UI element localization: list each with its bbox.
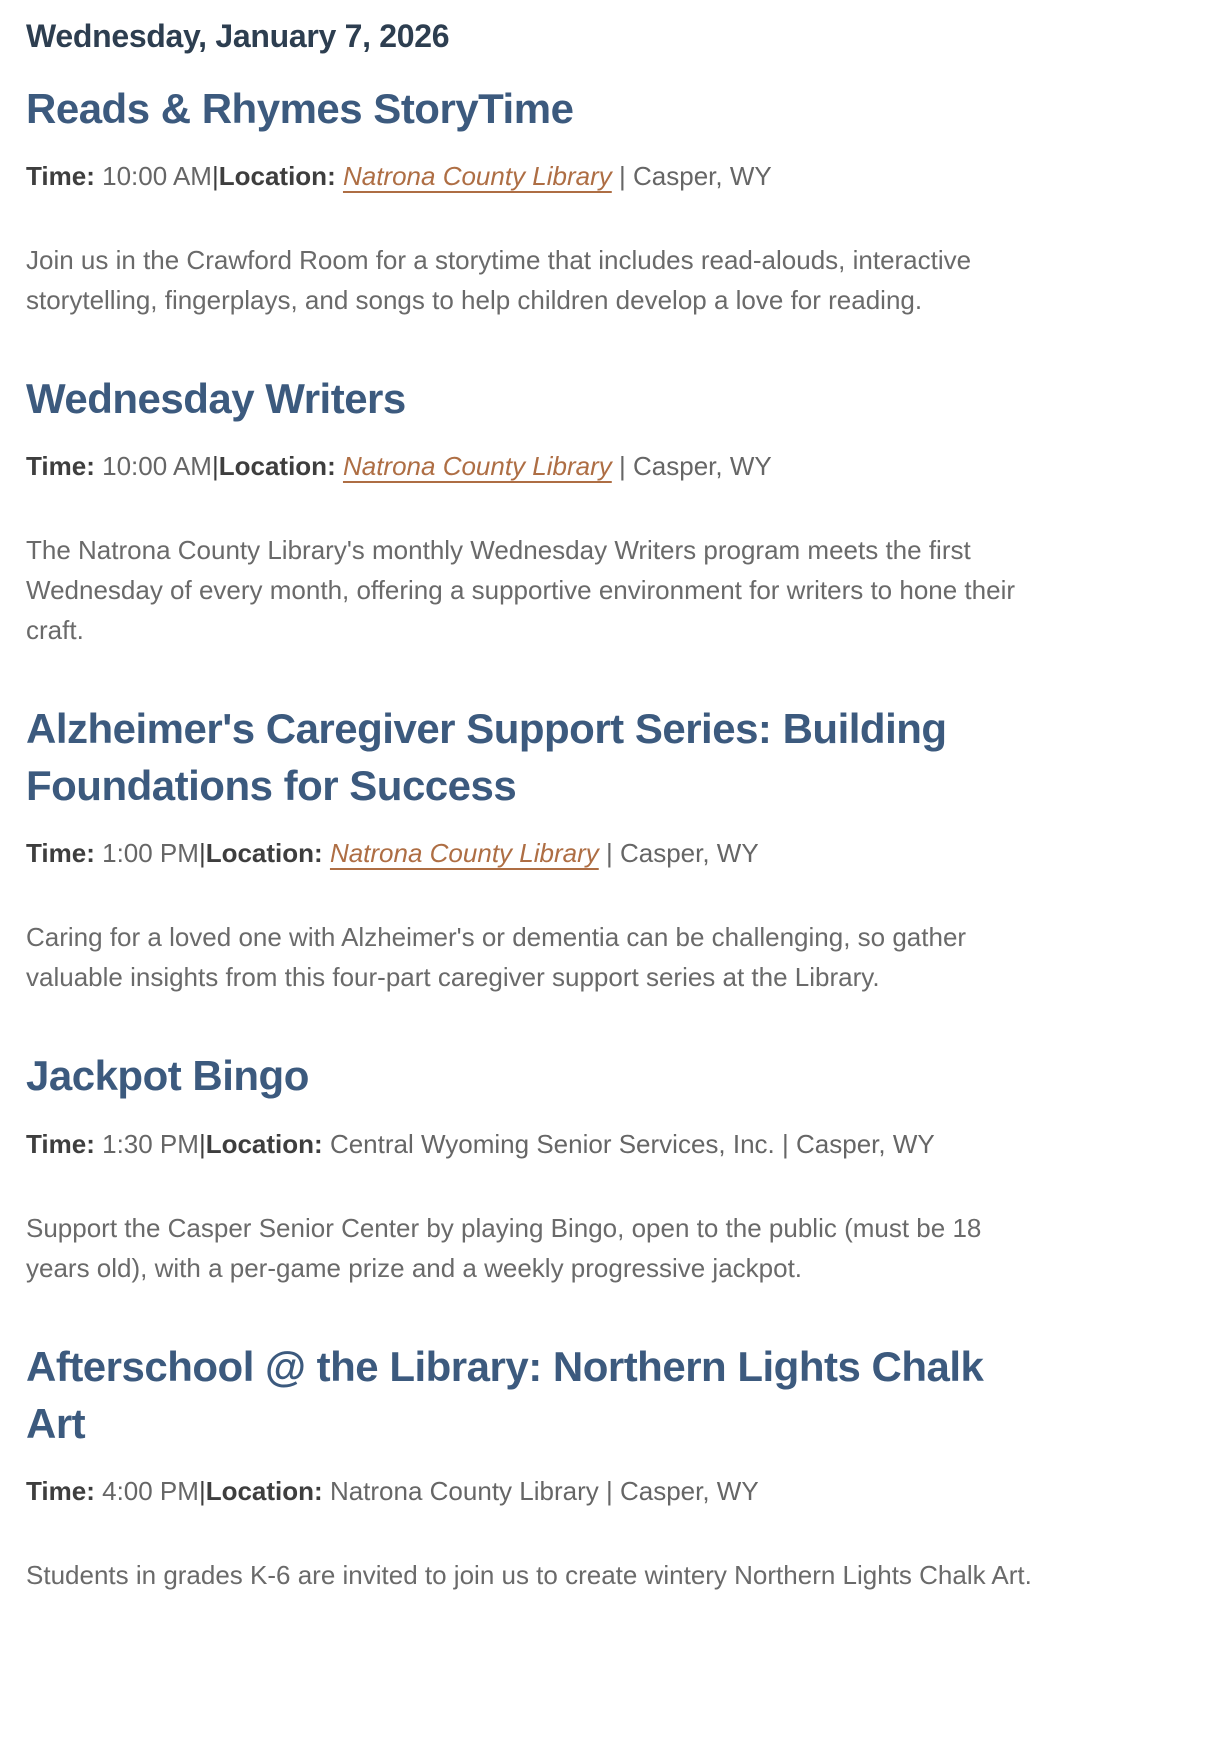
event-title: Reads & Rhymes StoryTime	[26, 85, 574, 132]
event-card	[26, 1047, 1041, 1287]
location-link[interactable]: Natrona County Library	[342, 451, 612, 482]
meta-separator: |	[198, 838, 206, 869]
event-meta	[26, 834, 1041, 873]
city-separator: |	[619, 451, 626, 482]
event-time-value: 10:00 AM	[102, 451, 212, 482]
event-card	[26, 370, 1041, 650]
event-meta	[26, 1125, 1041, 1164]
event-description: The Natrona County Library's monthly Wednesday Writers program meets the first Wednesday of every month, offering a supportive environment for writers to hone their craft.	[26, 535, 1016, 646]
event-city: Casper, WY	[619, 1475, 759, 1506]
event-time-value: 1:00 PM	[102, 838, 199, 869]
event-meta	[26, 1472, 1041, 1511]
location-label: Location:	[218, 161, 336, 192]
time-label: Time:	[26, 1128, 95, 1159]
city-separator: |	[605, 838, 613, 869]
event-description: Students in grades K-6 are invited to join us to create wintery Northern Lights Chalk Art.	[26, 1559, 1032, 1590]
event-card	[26, 80, 1041, 320]
event-description: Caring for a loved one with Alzheimer's or dementia can be challenging, so gather valuable insights from this four-part caregiver support series at the Library.	[26, 922, 967, 993]
city-separator: |	[782, 1128, 789, 1159]
event-title: Jackpot Bingo	[26, 1052, 309, 1100]
meta-separator: |	[198, 1475, 206, 1506]
meta-separator: |	[211, 451, 219, 482]
event-time-value: 1:30 PM	[102, 1128, 199, 1159]
location-link[interactable]: Natrona County Library	[342, 161, 612, 192]
location-text: Central Wyoming Senior Services, Inc.	[329, 1128, 775, 1159]
event-title: Afterschool @ the Library: Northern Lights Chalk Art	[26, 1342, 984, 1447]
event-card	[26, 700, 1041, 997]
event-time-value: 10:00 AM	[102, 161, 212, 192]
time-label: Time:	[26, 451, 95, 482]
date-heading: Wednesday, January 7, 2026	[26, 18, 450, 54]
city-separator: |	[619, 161, 626, 192]
location-label: Location:	[218, 451, 336, 482]
event-meta	[26, 447, 1041, 486]
city-separator: |	[605, 1475, 613, 1506]
event-title: Wednesday Writers	[26, 375, 406, 423]
time-label: Time:	[26, 1475, 95, 1506]
time-label: Time:	[26, 838, 95, 869]
event-card	[26, 1338, 1041, 1595]
event-time-value: 4:00 PM	[102, 1475, 199, 1506]
meta-separator: |	[211, 161, 219, 192]
location-text: Natrona County Library	[329, 1475, 599, 1506]
location-label: Location:	[205, 1475, 323, 1506]
location-label: Location:	[205, 838, 323, 869]
event-city: Casper, WY	[796, 1128, 935, 1159]
event-description: Support the Casper Senior Center by playing Bingo, open to the public (must be 18 years old), with a per-game prize and a weekly progressive jackpot.	[26, 1212, 982, 1283]
event-city: Casper, WY	[633, 161, 772, 192]
location-link[interactable]: Natrona County Library	[329, 838, 599, 869]
event-title: Alzheimer's Caregiver Support Series: Building Foundations for Success	[26, 705, 947, 810]
event-meta	[26, 157, 1041, 196]
time-label: Time:	[26, 161, 95, 192]
events-list	[26, 16, 1041, 1595]
event-city: Casper, WY	[633, 451, 772, 482]
meta-separator: |	[198, 1128, 206, 1159]
event-description: Join us in the Crawford Room for a storytime that includes read-alouds, interactive storytelling, fingerplays, and songs to help children develop a love for reading.	[26, 245, 972, 316]
location-label: Location:	[205, 1128, 323, 1159]
event-city: Casper, WY	[619, 838, 759, 869]
